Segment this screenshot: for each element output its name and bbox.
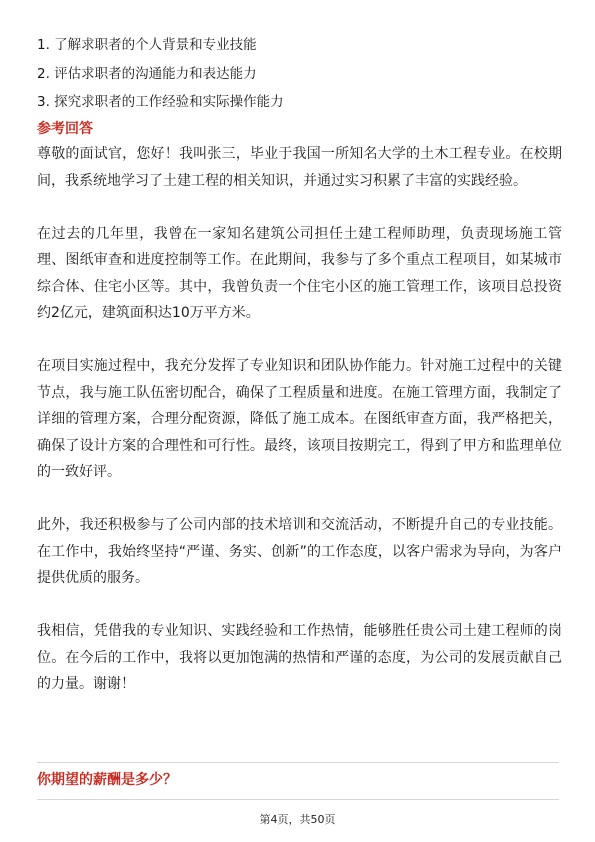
answer-paragraph: 在过去的几年里，我曾在一家知名建筑公司担任土建工程师助理，负责现场施工管理、图纸审查和进度控制等工作。在此期间，我参与了多个重点工程项目，如某城市综合体、住宅小区等。其中，我曾负责一个住宅小区的施工管理工作，该项目总投资约2亿元，建筑面积达10万平方米。: [37, 225, 562, 321]
next-question-heading: 你期望的薪酬是多少？: [37, 772, 177, 788]
answer-paragraph: 尊敬的面试官，您好！我叫张三，毕业于我国一所知名大学的土木工程专业。在校期间，我系统地学习了土建工程的相关知识，并通过实习积累了丰富的实践经验。: [37, 146, 562, 189]
answer-paragraph: 我相信，凭借我的专业知识、实践经验和工作热情，能够胜任贵公司土建工程师的岗位。在今后的工作中，我将以更加饱满的热情和严谨的态度，为公司的发展贡献自己的力量。谢谢！: [37, 623, 562, 692]
objective-item: 1. 了解求职者的个人背景和专业技能: [37, 37, 257, 53]
objective-item: 3. 探究求职者的工作经验和实际操作能力: [37, 94, 284, 110]
page-number: 第4页，共50页: [259, 813, 336, 826]
section-divider: [37, 762, 559, 763]
objectives-list: [37, 31, 557, 117]
answer-paragraph: 此外，我还积极参与了公司内部的技术培训和交流活动，不断提升自己的专业技能。在工作中，我始终坚持“严谨、务实、创新”的工作态度，以客户需求为导向，为客户提供优质的服务。: [37, 517, 562, 586]
answer-heading: 参考回答: [37, 121, 93, 137]
answer-paragraph: 在项目实施过程中，我充分发挥了专业知识和团队协作能力。针对施工过程中的关键节点，我与施工队伍密切配合，确保了工程质量和进度。在施工管理方面，我制定了详细的管理方案，合理分配资源，降低了施工成本。在图纸审查方面，我严格把关，确保了设计方案的合理性和可行性。最终，该项目按期完工，得到了甲方和监理单位的一致好评。: [37, 358, 562, 480]
section-divider: [37, 799, 559, 800]
answer-body: [37, 141, 562, 724]
objective-item: 2. 评估求职者的沟通能力和表达能力: [37, 65, 257, 82]
